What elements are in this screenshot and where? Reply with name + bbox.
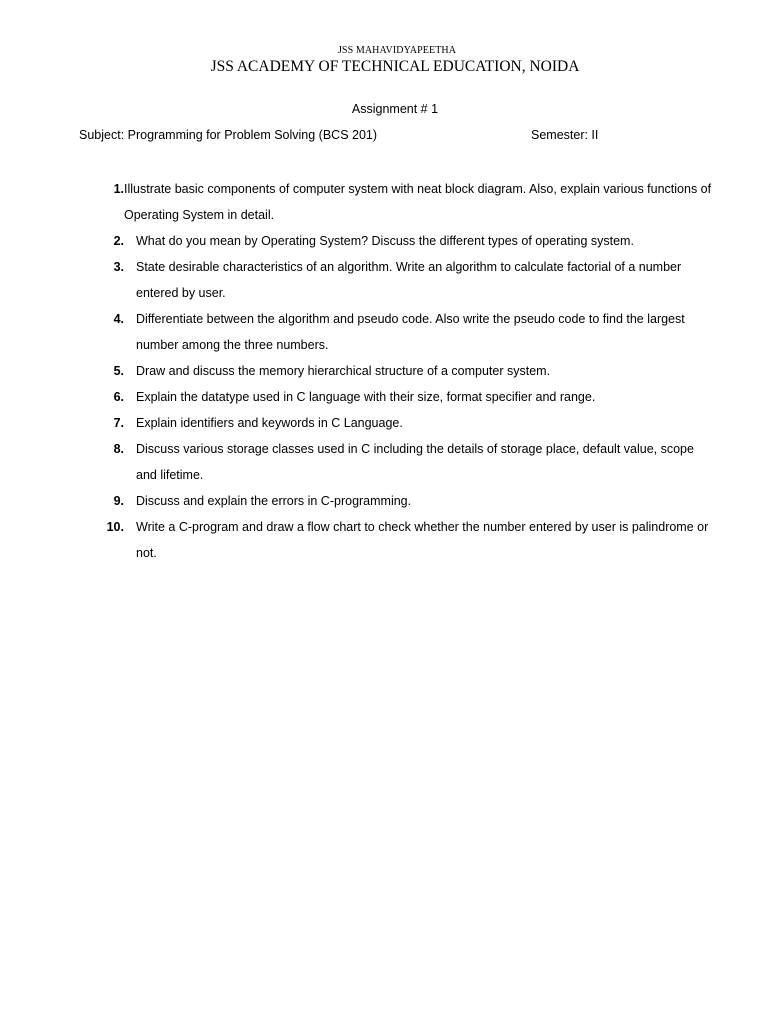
question-text: Explain the datatype used in C language with their size, format specifier and range. [136, 390, 596, 404]
question-item [96, 176, 718, 228]
question-text: State desirable characteristics of an algorithm. Write an algorithm to calculate factorial of a number entered by user. [136, 260, 682, 300]
question-number: 7. [113, 416, 124, 430]
question-number: 9. [113, 494, 124, 508]
question-number: 6. [113, 390, 124, 404]
question-number: 2. [113, 234, 124, 248]
question-text: What do you mean by Operating System? Discuss the different types of operating system. [136, 234, 634, 248]
question-number: 10. [106, 520, 124, 534]
assignment-title: Assignment # 1 [351, 102, 439, 116]
question-text: Illustrate basic components of computer system with neat block diagram. Also, explain various functions of Operating System in detail. [124, 182, 712, 222]
question-text: Differentiate between the algorithm and pseudo code. Also write the pseudo code to find the largest number among the three numbers. [136, 312, 685, 352]
question-item [96, 384, 718, 410]
question-item [96, 306, 718, 358]
question-text: Discuss and explain the errors in C-programming. [136, 494, 412, 508]
question-item [96, 436, 718, 488]
question-item [96, 488, 718, 514]
question-item [96, 358, 718, 384]
question-item [96, 514, 718, 566]
question-number: 4. [113, 312, 124, 326]
question-text: Write a C-program and draw a flow chart to check whether the number entered by user is palindrome or not. [136, 520, 709, 560]
subject-line: Subject: Programming for Problem Solving (BCS 201) [79, 128, 378, 142]
question-item [96, 228, 718, 254]
semester-line: Semester: II [531, 128, 599, 142]
institute-name: JSS ACADEMY OF TECHNICAL EDUCATION, NOIDA [210, 58, 580, 75]
organization-name: JSS MAHAVIDYAPEETHA [337, 45, 457, 56]
question-number: 5. [113, 364, 124, 378]
question-list [96, 176, 718, 566]
question-text: Discuss various storage classes used in C including the details of storage place, default value, scope and lifetime. [136, 442, 694, 482]
question-number: 1. [113, 182, 124, 196]
question-number: 3. [113, 260, 124, 274]
question-text: Draw and discuss the memory hierarchical structure of a computer system. [136, 364, 551, 378]
question-item [96, 410, 718, 436]
question-text: Explain identifiers and keywords in C Language. [136, 416, 403, 430]
question-number: 8. [113, 442, 124, 456]
question-item [96, 254, 718, 306]
